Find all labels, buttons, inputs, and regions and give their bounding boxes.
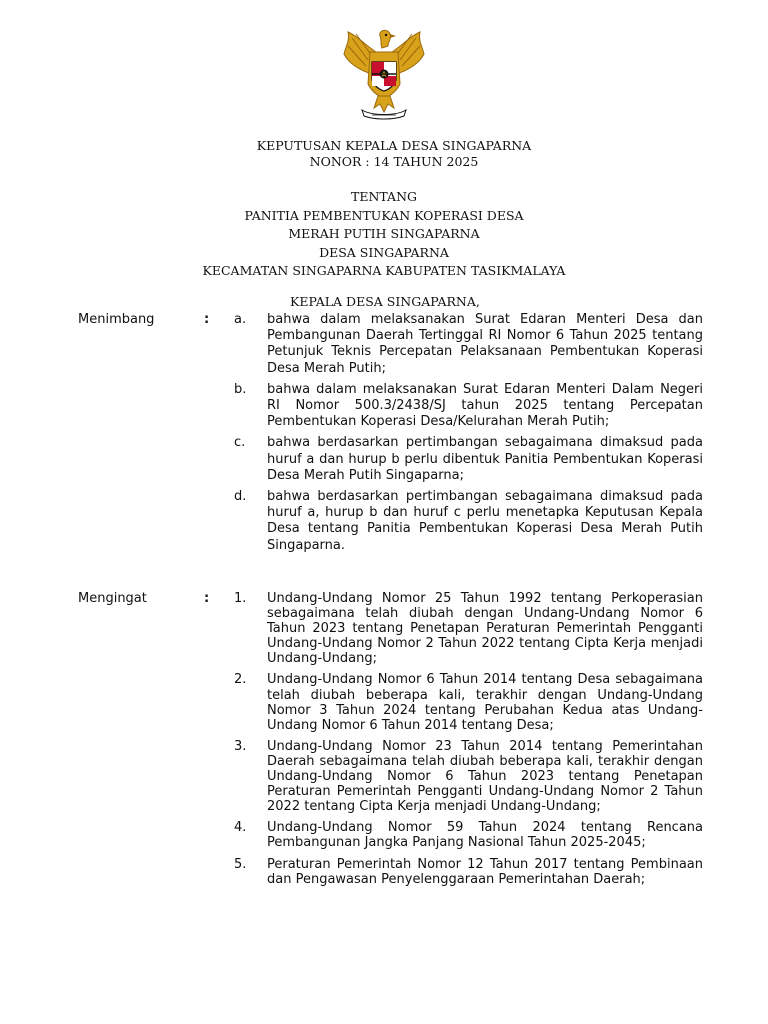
list-item: [0, 435, 768, 484]
item-marker: 3.: [234, 738, 247, 754]
decree-number: NONOR : 14 TAHUN 2025: [309, 154, 479, 169]
item-marker: 5.: [234, 856, 247, 872]
item-text: Undang-Undang Nomor 59 Tahun 2024 tentang Rencana Pembangunan Jangka Panjang Nasional Tahun 2025-2045;: [267, 820, 703, 851]
section-colon: :: [204, 591, 210, 606]
item-marker: 4.: [234, 820, 247, 836]
list-item: [0, 857, 768, 887]
item-marker: b.: [234, 381, 247, 397]
subject-block: [0, 188, 768, 281]
item-text: Undang-Undang Nomor 23 Tahun 2014 tentang Pemerintahan Daerah sebagaimana telah diubah beberapa kali, terakhir dengan Undang-Undang Nomor 6 Tahun 2023 tentang Penetapan Peraturan Pemerintah Pengganti Undang-Undang Nomor 2 Tahun 2022 tentang Cipta Kerja menjadi Undang-Undang;: [267, 738, 703, 815]
item-marker: 2.: [234, 672, 247, 688]
subject-line: DESA SINGAPARNA: [319, 244, 449, 260]
item-text: bahwa dalam melaksanakan Surat Edaran Menteri Dalam Negeri RI Nomor 500.3/2438/SJ tahun 2025 tentang Percepatan Pembentukan Koperasi Desa/Kelurahan Merah Putih;: [267, 381, 703, 430]
list-item: [0, 489, 768, 554]
decree-title: KEPUTUSAN KEPALA DESA SINGAPARNA: [256, 138, 532, 153]
section-label: Menimbang: [78, 312, 155, 327]
subject-line: PANITIA PEMBENTUKAN KOPERASI DESA: [244, 207, 524, 223]
item-text: bahwa berdasarkan pertimbangan sebagaimana dimaksud pada huruf a, hurup b dan huruf c perlu menetapka Keputusan Kepala Desa tentang Panitia Pembentukan Koperasi Desa Merah Putih Singaparna.: [267, 489, 703, 553]
list-item: [0, 739, 768, 814]
section-colon: :: [204, 312, 210, 327]
tentang-heading: TENTANG: [350, 189, 417, 204]
item-marker: a.: [234, 312, 247, 327]
mengingat-section: [0, 591, 768, 893]
garuda-emblem-icon: [338, 26, 430, 122]
item-marker: c.: [234, 435, 246, 451]
subject-line: MERAH PUTIH SINGAPARNA: [288, 226, 480, 241]
item-text: bahwa berdasarkan pertimbangan sebagaimana dimaksud pada huruf a dan hurup b perlu dibentuk Panitia Pembentukan Koperasi Desa Merah Putih Singaparna;: [267, 435, 703, 483]
section-label: Mengingat: [78, 591, 147, 606]
menimbang-section: [0, 312, 768, 559]
item-text: Peraturan Pemerintah Nomor 12 Tahun 2017 tentang Pembinaan dan Pengawasan Penyelenggaraan Pemerintahan Daerah;: [267, 856, 703, 887]
item-text: Undang-Undang Nomor 25 Tahun 1992 tentang Perkoperasian sebagaimana telah diubah dengan Undang-Undang Nomor 6 Tahun 2023 tentang Penetapan Peraturan Pemerintah Pengganti Undang-Undang Nomor 2 Tahun 2022 tentang Cipta Kerja menjadi Undang-Undang;: [267, 591, 703, 667]
item-marker: 1.: [234, 591, 247, 606]
official-title: KEPALA DESA SINGAPARNA,: [290, 294, 480, 309]
item-marker: d.: [234, 489, 247, 505]
list-item: [0, 820, 768, 850]
list-item: [0, 591, 768, 666]
item-text: bahwa dalam melaksanakan Surat Edaran Menteri Desa dan Pembangunan Daerah Tertinggal RI Nomor 6 Tahun 2025 tentang Petunjuk Teknis Percepatan Pelaksanaan Pembentukan Koperasi Desa Merah Putih;: [267, 312, 703, 376]
list-item: [0, 672, 768, 732]
subject-line: KECAMATAN SINGAPARNA KABUPATEN TASIKMALAYA: [202, 263, 566, 278]
item-text: Undang-Undang Nomor 6 Tahun 2014 tentang Desa sebagaimana telah diubah beberapa kali, terakhir dengan Undang-Undang Nomor 3 Tahun 2024 tentang Perubahan Kedua atas Undang-Undang Nomor 6 Tahun 2014 tentang Desa;: [267, 672, 703, 733]
list-item: [0, 382, 768, 431]
list-item: [0, 312, 768, 377]
